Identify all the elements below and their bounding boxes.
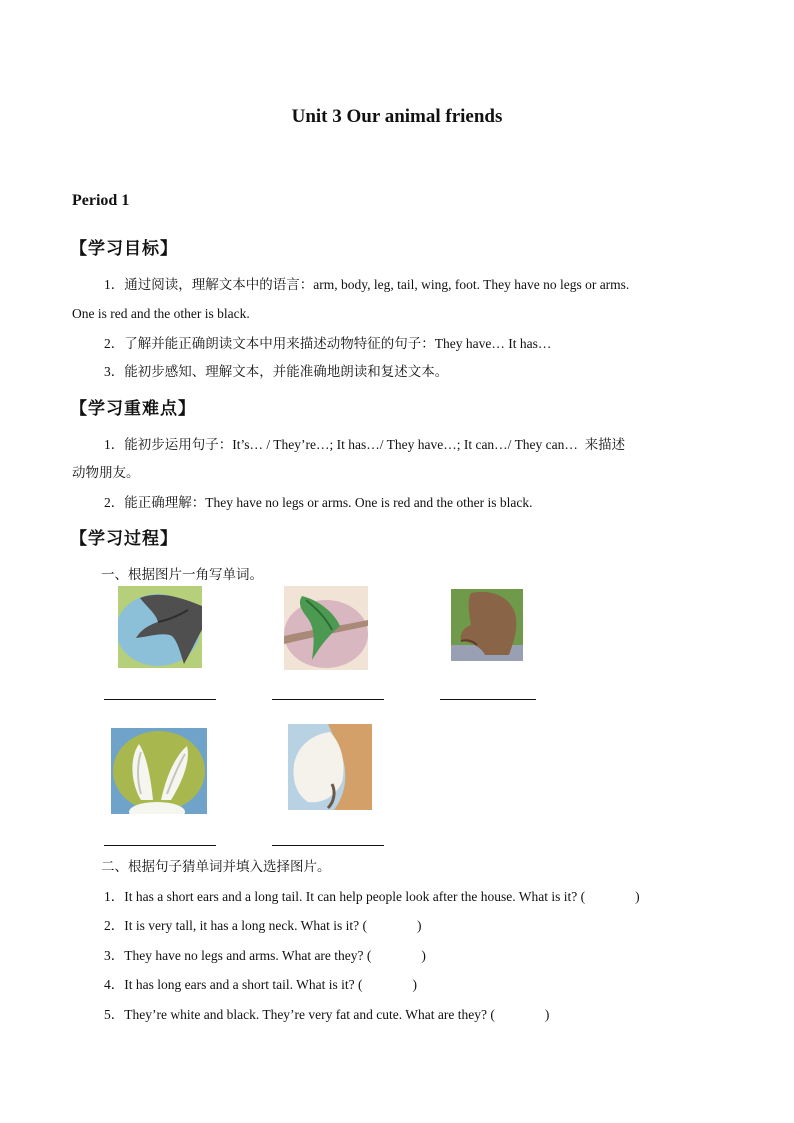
item-text-zh: 了解并能正确朗读文本中用来描述动物特征的句子： [124,336,435,352]
rabbit-ears-icon [111,728,207,814]
item-number: 3． [104,364,125,379]
part2-instruction: 二、根据句子猜单词并填入选择图片。 [101,859,331,875]
answer-blank-1[interactable] [104,699,216,700]
close-paren: ) [544,1007,550,1022]
close-paren: ) [421,948,426,963]
question-number: 3． [104,948,125,963]
bird-wing-icon [284,586,368,670]
question-text: It has a short ears and a long tail. It can help people look after the house. What is it? ( [124,889,586,904]
item-number: 1． [104,437,125,452]
item-number: 2． [104,495,125,510]
close-paren: ) [635,889,640,904]
goal-item-2 [104,334,551,354]
picture-5 [288,724,372,810]
item-text-en: They have no legs or arms. One is red and the other is black. [205,495,533,510]
answer-blank-4[interactable] [104,845,216,846]
goal-item-3 [104,362,448,382]
picture-3 [451,589,523,661]
item-text-zh: 能正确理解： [124,495,206,511]
keypoint-item-2 [104,493,533,513]
question-3 [104,946,426,966]
bear-leg-icon [451,589,523,661]
picture-4 [111,728,207,814]
section-header-keypoints: 【学习重难点】 [70,399,196,419]
close-paren: ) [412,977,417,992]
question-1 [104,887,640,907]
close-paren: ) [416,918,422,933]
period-label: Period 1 [72,192,130,209]
answer-blank-3[interactable] [440,699,536,700]
answer-blank-5[interactable] [272,845,384,846]
question-number: 2． [104,918,125,933]
question-text: They have no legs and arms. What are they? ( [124,948,372,963]
fish-tail-icon [118,586,202,668]
item-text-en: arm, body, leg, tail, wing, foot. They have no legs or arms. [313,277,630,292]
item-number: 1． [104,277,125,292]
item-number: 2． [104,336,125,351]
item-text-zh: 能初步感知、理解文本，并能准确地朗读和复述文本。 [124,364,449,380]
question-4 [104,975,417,995]
question-2 [104,916,421,936]
item-text-en: It’s… / They’re…; It has…/ They have…; It can…/ They can… [232,437,578,452]
item-text-zh: 能初步运用句子： [124,437,233,453]
answer-blank-2[interactable] [272,699,384,700]
animal-tail-icon [288,724,372,810]
keypoint-item-1 [104,435,625,455]
part1-instruction: 一、根据图片一角写单词。 [101,567,263,583]
question-number: 1． [104,889,125,904]
section-header-process: 【学习过程】 [70,529,178,549]
picture-2 [284,586,368,670]
question-number: 5． [104,1007,125,1022]
question-number: 4． [104,977,125,992]
item-text-en: They have… It has… [434,336,552,351]
page-title: Unit 3 Our animal friends [291,106,503,127]
question-text: It has long ears and a short tail. What is it? ( [124,977,363,992]
question-text: They’re white and black. They’re very fat and cute. What are they? ( [124,1007,495,1022]
goal-item-1-cont: One is red and the other is black. [72,306,250,321]
question-5 [104,1005,549,1025]
picture-1 [118,586,202,668]
item-text-zh: 通过阅读，理解文本中的语言： [124,277,314,293]
keypoint-item-1-cont: 动物朋友。 [72,465,140,481]
item-text-zh: 来描述 [584,437,626,453]
goal-item-1 [104,275,629,295]
section-header-goals: 【学习目标】 [70,239,178,259]
question-text: It is very tall, it has a long neck. What is it? ( [124,918,367,933]
